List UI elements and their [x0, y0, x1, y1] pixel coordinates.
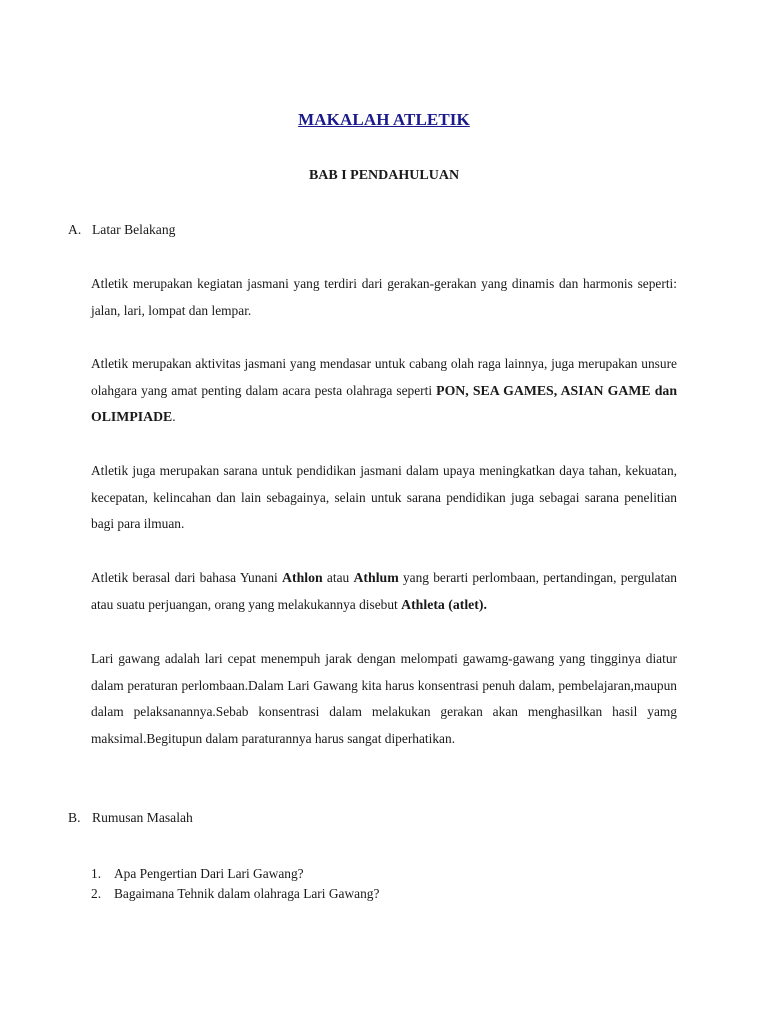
- list-item-number: 1.: [91, 866, 102, 881]
- chapter-heading: BAB I PENDAHULUAN: [308, 168, 460, 183]
- list-item-number: 2.: [91, 886, 102, 901]
- section-a-letter: A.: [68, 222, 82, 237]
- list-item: [91, 884, 677, 904]
- paragraph-2-text-1: Atletik merupakan aktivitas jasmani yang mendasar untuk cabang olah raga lainnya, juga merupakan unsure olahgara yang amat penting dalam acara pesta olahraga seperti: [91, 356, 677, 398]
- paragraph-2-bold-events: PON, SEA GAMES, ASIAN GAME dan OLIMPIADE: [91, 382, 677, 424]
- paragraph-2: [91, 351, 677, 431]
- paragraph-4-bold-athleta: Athleta (atlet).: [401, 596, 487, 612]
- paragraph-4-bold-athlum: Athlum: [353, 570, 399, 585]
- section-b-heading: [68, 810, 193, 826]
- list-item-text: Bagaimana Tehnik dalam olahraga Lari Gawang?: [114, 886, 380, 901]
- paragraph-4-text-1: Atletik berasal dari bahasa Yunani: [91, 570, 283, 585]
- paragraph-4: [91, 565, 677, 618]
- paragraph-5: Lari gawang adalah lari cepat menempuh jarak dengan melompati gawamg-gawang yang tingginya diatur dalam peraturan perlombaan.Dalam Lari Gawang kita harus konsentrasi penuh dalam, pembelajaran,maupun dalam pelaksanannya.Sebab konsentrasi dalam melakukan gerakan akan menghasilkan hasil yamg maksimal.Begitupun dalam paraturannya harus sangat diperhatikan.: [91, 651, 677, 746]
- section-b-label: Rumusan Masalah: [92, 810, 193, 825]
- paragraph-4-text-3: yang berarti perlombaan, pertandingan, pergulatan atau suatu perjuangan, orang yang melakukannya disebut: [91, 570, 677, 612]
- questions-list: [91, 864, 677, 904]
- paragraph-4-bold-athlon: Athlon: [282, 570, 323, 585]
- document-title: MAKALAH ATLETIK: [298, 110, 470, 129]
- paragraph-1: Atletik merupakan kegiatan jasmani yang terdiri dari gerakan-gerakan yang dinamis dan harmonis seperti: jalan, lari, lompat dan lempar.: [91, 276, 677, 318]
- paragraph-3: Atletik juga merupakan sarana untuk pendidikan jasmani dalam upaya meningkatkan daya tahan, kekuatan, kecepatan, kelincahan dan lain sebagainya, selain untuk sarana pendidikan juga sebagai sarana penelitian bagi para ilmuan.: [91, 463, 677, 531]
- section-a-label: Latar Belakang: [92, 222, 176, 237]
- list-item: [91, 864, 677, 884]
- paragraph-2-text-2: .: [172, 409, 176, 424]
- list-item-text: Apa Pengertian Dari Lari Gawang?: [114, 866, 304, 881]
- paragraph-4-text-2: atau: [322, 570, 354, 585]
- section-b-letter: B.: [68, 810, 81, 825]
- section-a-heading: [68, 222, 175, 238]
